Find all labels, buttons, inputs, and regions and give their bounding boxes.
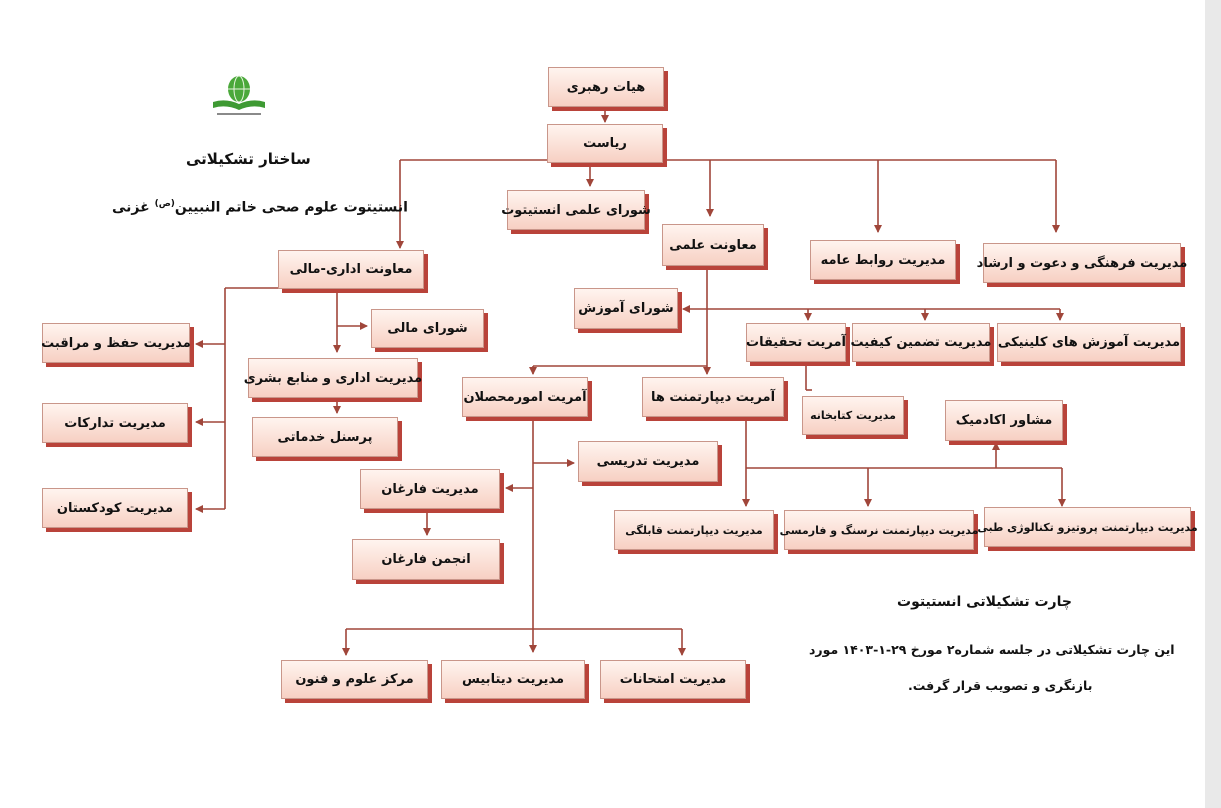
institute-name-sup: (ص): [154, 199, 175, 209]
node-student-affairs: آمریت امورمحصلان: [462, 377, 588, 417]
node-presidency: ریاست: [547, 124, 663, 163]
note-line-2: بازنگری و تصویب قرار گرفت.: [908, 678, 1093, 693]
node-exams-management: مدیریت امتحانات: [600, 660, 746, 699]
node-finance-council: شورای مالی: [371, 309, 484, 348]
node-clinical-education: مدیریت آموزش های کلینیکی: [997, 323, 1181, 362]
node-board: هیات رهبری: [548, 67, 664, 107]
node-procurement: مدیریت تدارکات: [42, 403, 188, 443]
note-title: چارت تشکیلاتی انستیتوت: [897, 594, 1072, 610]
node-midwifery-dept: مدیریت دیپارتمنت قابلگی: [614, 510, 774, 550]
node-public-relations: مدیریت روابط عامه: [810, 240, 956, 280]
node-education-council: شورای آموزش: [574, 288, 678, 329]
chart-title: ساختار تشکیلاتی: [186, 150, 311, 168]
institute-logo: [209, 72, 269, 120]
node-library: مدیریت کتابخانه: [802, 396, 904, 435]
note-line-1: این چارت تشکیلاتی در جلسه شماره۲ مورخ ۲۹-۱-۱۴۰۳ مورد: [809, 642, 1175, 657]
node-alumni-management: مدیریت فارغان: [360, 469, 500, 509]
node-scientific-council: شورای علمی انستیتوت: [507, 190, 645, 230]
node-admin-hr: مدیریت اداری و منابع بشری: [248, 358, 418, 398]
node-research-dept: آمریت تحقیقات: [746, 323, 846, 362]
node-admin-finance-deputy: معاونت اداری-مالی: [278, 250, 424, 289]
node-academic-advisor: مشاور اکادمیک: [945, 400, 1063, 441]
node-cultural-management: مدیریت فرهنگی و دعوت و ارشاد: [983, 243, 1181, 283]
node-teaching-management: مدیریت تدریسی: [578, 441, 718, 482]
node-alumni-association: انجمن فارغان: [352, 539, 500, 580]
node-service-staff: پرسنل خدماتی: [252, 417, 398, 457]
node-security: مدیریت حفظ و مراقبت: [42, 323, 190, 363]
node-academic-deputy: معاونت علمی: [662, 224, 764, 266]
institute-name-main: انستیتوت علوم صحی خاتم النبیین: [174, 199, 408, 216]
institute-name: [112, 199, 408, 216]
node-database-management: مدیریت دیتابیس: [441, 660, 585, 699]
institute-name-city: غزنی: [112, 199, 155, 216]
node-science-center: مرکز علوم و فنون: [281, 660, 428, 699]
node-departments-office: آمریت دیپارتمنت ها: [642, 377, 784, 417]
node-quality-assurance: مدیریت تضمین کیفیت: [852, 323, 990, 362]
node-nursing-dept: مدیریت دیپارتمنت نرسنگ و فارمسی: [784, 510, 974, 550]
node-prosthetics-dept: مدیریت دیپارتمنت پروتیزو تکنالوژی طبی: [984, 507, 1191, 547]
node-kindergarten: مدیریت کودکستان: [42, 488, 188, 528]
